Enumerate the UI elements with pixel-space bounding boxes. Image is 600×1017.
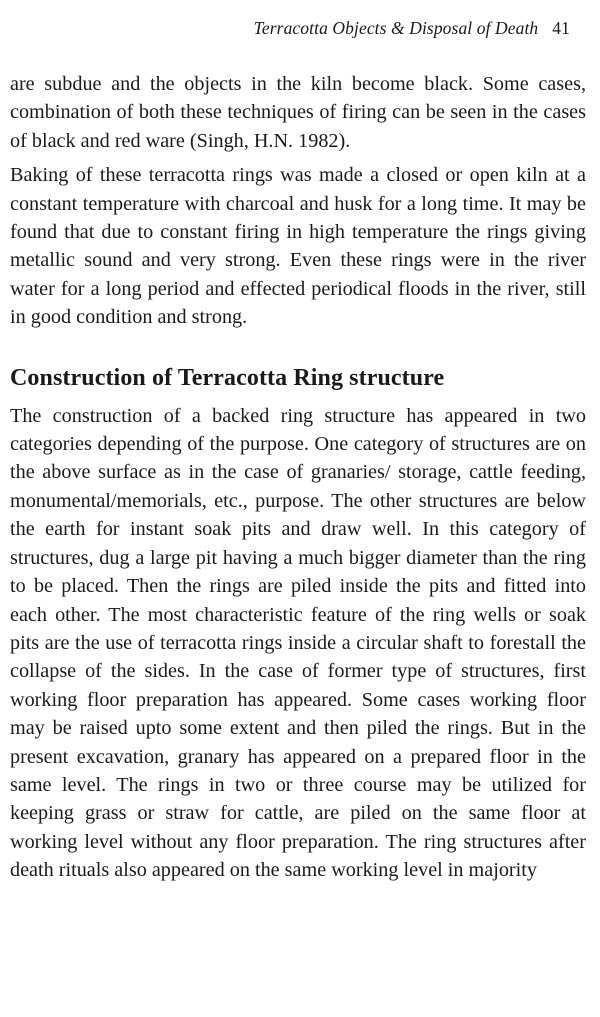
paragraph-construction: The construction of a backed ring structure has appeared in two categories depending of the purpose. One category of structures are on the above surface as in the case of granaries/ storage, cattle feeding, monumental/memorials, etc., purpose. The other structures are below the earth for instant soak pits and draw well. In this category of structures, dug a large pit having a much bigger diameter than the ring to be placed. Then the rings are piled inside the pits and fitted into each other. The most characteristic feature of the ring wells or soak pits are the use of terracotta rings inside a circular shaft to forestall the collapse of the sides. In the case of former type of structures, first working floor preparation has appeared. Some cases working floor may be raised upto some extent and then piled the rings. But in the present excavation, granary has appeared on a prepared floor in the same level. The rings in two or three course may be utilized for keeping grass or straw for cattle, are piled on the same floor at working level without any floor preparation. The ring structures after death rituals also appeared on the same working level in majority [10, 404, 586, 882]
page-number: 41 [552, 18, 570, 38]
running-header [254, 18, 570, 39]
running-title: Terracotta Objects & Disposal of Death [253, 18, 539, 38]
paragraph-baking-rings: Baking of these terracotta rings was made a closed or open kiln at a constant temperature with charcoal and husk for a long time. It may be found that due to constant firing in high temperature the rings giving metallic sound and very strong. Even these rings were in the river water for a long period and effected periodical floods in the river, still in good condition and strong. [10, 164, 586, 329]
paragraph-firing-techniques: are subdue and the objects in the kiln become black. Some cases, combination of both these techniques of firing can be seen in the cases of black and red ware (Singh, H.N. 1982). [10, 73, 586, 152]
book-page [10, 0, 586, 1017]
body-text [10, 70, 586, 885]
section-heading: Construction of Terracotta Ring structure [10, 364, 445, 391]
